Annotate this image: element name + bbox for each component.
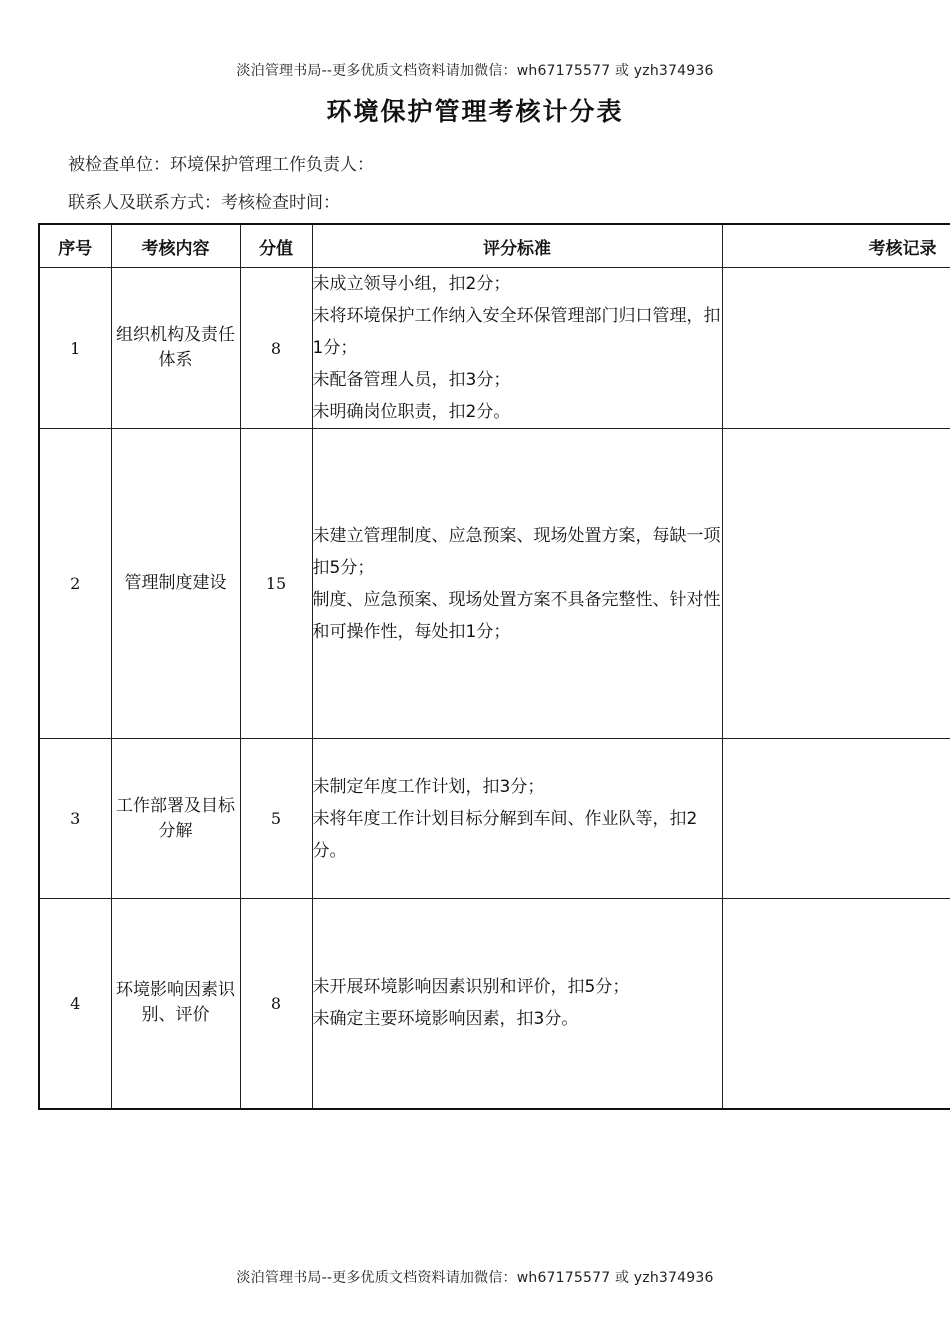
row-index: 1 (39, 268, 111, 429)
row-score: 8 (240, 899, 312, 1109)
score-table (38, 223, 950, 1110)
row-content: 组织机构及责任体系 (111, 268, 240, 429)
column-header-content: 考核内容 (111, 224, 240, 268)
row-criteria (312, 429, 722, 739)
criteria-item: 未将环境保护工作纳入安全环保管理部门归口管理，扣1分； (312, 306, 721, 358)
row-content: 环境影响因素识别、评价 (111, 899, 240, 1109)
inspection-info-line-1: 被检查单位：环境保护管理工作负责人： (68, 155, 374, 175)
row-index: 3 (39, 739, 111, 899)
row-index: 2 (39, 429, 111, 739)
table-row (39, 268, 950, 429)
row-record[interactable] (722, 739, 950, 899)
criteria-item: 未成立领导小组，扣2分； (312, 274, 511, 294)
criteria-item: 未建立管理制度、应急预案、现场处置方案，每缺一项扣5分； (312, 525, 721, 578)
table-row (39, 739, 950, 899)
criteria-item: 未制定年度工作计划，扣3分； (312, 776, 545, 797)
column-header-record: 考核记录 (722, 224, 950, 268)
column-header-criteria: 评分标准 (312, 224, 722, 268)
row-record[interactable] (722, 899, 950, 1109)
row-criteria (312, 739, 722, 899)
criteria-item: 未将年度工作计划目标分解到车间、作业队等，扣2分。 (312, 808, 698, 861)
row-criteria (312, 899, 722, 1109)
row-content: 管理制度建设 (111, 429, 240, 739)
column-header-score: 分值 (240, 224, 312, 268)
criteria-item: 未明确岗位职责，扣2分。 (312, 402, 511, 422)
row-criteria (312, 268, 722, 429)
row-score: 5 (240, 739, 312, 899)
criteria-item: 未确定主要环境影响因素，扣3分。 (312, 1009, 579, 1030)
table-header-row (39, 224, 950, 268)
header-watermark-note: 淡泊管理书局--更多优质文档资料请加微信：wh67175577 或 yzh374936 (236, 63, 714, 79)
row-record[interactable] (722, 268, 950, 429)
criteria-item: 未开展环境影响因素识别和评价，扣5分； (312, 977, 630, 998)
row-record[interactable] (722, 429, 950, 739)
row-score: 8 (240, 268, 312, 429)
column-header-index: 序号 (39, 224, 111, 268)
page-title: 环境保护管理考核计分表 (326, 97, 624, 126)
table-row (39, 429, 950, 739)
row-index: 4 (39, 899, 111, 1109)
criteria-item: 制度、应急预案、现场处置方案不具备完整性、针对性和可操作性，每处扣1分； (312, 589, 721, 642)
row-score: 15 (240, 429, 312, 739)
criteria-item: 未配备管理人员，扣3分； (312, 370, 511, 390)
footer-watermark-note: 淡泊管理书局--更多优质文档资料请加微信：wh67175577 或 yzh374936 (236, 1270, 714, 1286)
table-row (39, 899, 950, 1109)
inspection-info-line-2: 联系人及联系方式：考核检查时间： (68, 193, 340, 213)
row-content: 工作部署及目标分解 (111, 739, 240, 899)
